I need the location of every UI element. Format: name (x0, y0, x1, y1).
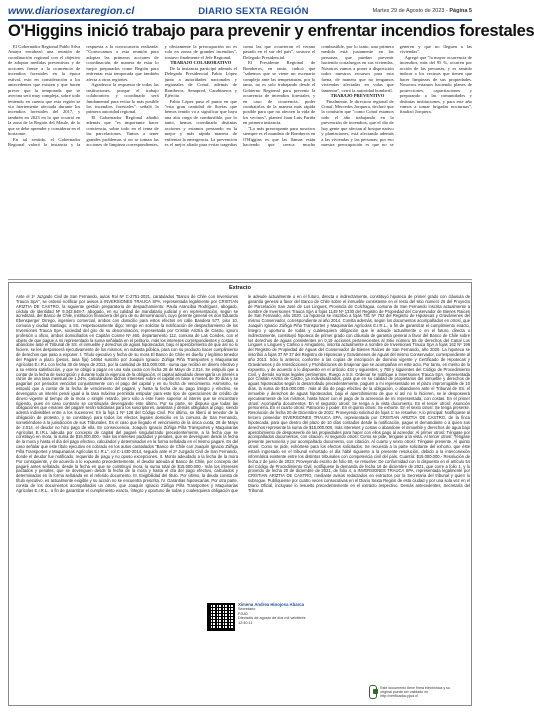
page-number: Página 5 (449, 8, 472, 14)
signature-block (207, 603, 327, 645)
article-paragraph: Finalmente, le directora regional de Conaf, Mercedes Jorquera, declaró que la comisión que "como Conaf estamos todo el año trabajando en la prevención de incendios, que el día de hoy gente que afectan al bosque nativo y plantaciones, está afectando además a las viviendas y las personas; por eso nuestra preocupación es que no se generen y que no lleguen a las viviendas". (321, 44, 472, 148)
article-body (8, 44, 472, 274)
article-paragraph: El Gobernador Regional añadió además que "es importante hacer conciencia, sobre todo en el tema de las parcelaciones. Vamos a tener grandes problemas si no se toman las acciones de limpieza correspondientes, y obviamente la preocupación no es solo en zonas de grandes incendios", sostuvo finalmente el Jefe Regional. (86, 44, 237, 148)
notice-body (16, 295, 470, 607)
notice-text: Conservador de Bienes Raíces de San Fernando, año 2020. La hipoteca se inscribió a fojas 781 Nº 752 del Registro de Hipotecas y Gravámenes del mismo Conservador, correspondiente al año 2014. Consta además, según los documentos acompañados en otrosí, que Joaquín Ignacio Zúñiga Piña Transportes y Maquinarias Agrícolas E.I.R.L., a fin de garantizar el cumplimiento exacto, íntegro y oportuno de todas y cualesquiera obligación que le adeude actualmente o en el futuro, directa o indirectamente, constituyó hipoteca de primer grado con cláusula de garantía general a favor del Banco de Chile sobre los derechos de aguas consistentes en 0,19 acciones pertenecientes al Sitio número 55 de derechos del Canal Los Lingues o Lingues y Carlino o Amigadero, inscrita actualmente a nombre de Inversiones Trauca SpA a fojas 162 Nº 196 del Registro de Propiedad de Aguas del Conservador de Bienes Raíces de San Fernando, año 2020. La hipoteca se inscribió a fojas 37 Nº 37 del Registro de Hipotecas y Gravámenes de Aguas del mismo Conservador, correspondiente al año 2013. Sólo lo anterior, conforme a las copias de inscripción de dominio vigente y Certificado de Hipotecas y Gravámenes y de Interdicciones y Prohibiciones de Enajenar que se acompañan en este acto. Por tanto, en mérito de lo expuesto, y de acuerdo a lo dispuesto en el artículo 434 y siguientes, y 758 y siguientes del Código de Procedimiento Civil, y demás normas legales pertinentes. Ruego a S.S. Ordenar se notifique a Inversiones Trauca SpA, representada por Cristián Ariztía de Castro, ya individualizados, para que en su calidad de propietarios del inmueble y derechos de aguas hipotecados según lo desarrollado precedentemente, paguen a mi representado en el plazo improrrogable de 10 días, la suma de $15.000.000.- más al día de pago efectivo de la obligación, o abandonen ante el Tribunal de SS. el inmueble y derechos de aguas hipotecados, bajo el apercibimiento de que si así no lo hicieren, se le desposeerá ejecutivamente de los mismos, hasta hacer con el pago de la acreencia de mi representada, con costas. En el primer otrosí: Acompaña documentos. En el segundo otrosí: Se tenga a la vista documento. En el tercer otrosí: Asunción personería. En el cuarto otrosí: Patrocinio y poder. En el quinto otrosí: Se exhorte. En el sexto otrosí: Se tenga presente. Resolución de fecha 20 de Diciembre de 2021: Proveyendo solicitud de fojas 1: se resuelve: A lo principal: Notifíquese al tercero poseedor INVERSIONES TRAUCA SPA, representada por CRISTIAN ARIZTIA DE CASTRO, de la finca hipotecada, para que dentro del plazo de 10 días contados desde la notificación, pague el demandante o a quien sus derechos represente la suma de $15.000.000, más intereses y costas o abandone el inmueble y derechos de agua bajo apercibimiento de desposeerle de las propiedades para hacer con ellos pago al acreedor. Al primer otrosí: Téngase por acompañados documentos, con citación. Al segundo otrosí: Como se pide, téngase a la vista. Al tercer otrosí: Téngase presente personería y por acompañado documento, con citación. Al cuarto y sexto otrosí: Téngase presente. Al quinto otrosí: Como se pide, exhórtese para los efectos solicitados. Se recuerda a la parte solicitante del exhorto, que éste estará ingresado en el tribunal exhortado el día hábil siguiente a la presente resolución, debido a la interconexión informática existente entre los distintos tribunales con competencia civil del país. Cuantía: $15.000.000.- Resolución de fecha 2 de junio de 2023: Proveyendo escrito de folio 60, se resuelve: De conformidad con lo dispuesto en el artículo 54 del Código de Procedimiento Civil, notifíquese la demanda de fecha 16 de diciembre de 2021, que corre a folio 1, y lo proveído de fecha 20 de diciembre de 2021, de folio 4, a INVERSIONES TRAUCA SPA, representada legalmente por CRISTIAN ARIZTIA DE CASTRO, mediante avisos redactados en extractos por la Secretaria del tribunal y quien lo subrogue. Publíquense por cuatro veces consecutivas en el Diario Sexta Región de esta ciudad y por una sola vez en el Diario Oficial, incluyase lo resuelto precedentemente en el extracto respectivo. Demás antecedentes, Secretaría del Tribunal. (248, 308, 470, 493)
headline: O'Higgins inició trabajo para prevenir y enfrentar incendios forestales (8, 22, 534, 40)
notice-title: Extracto (228, 285, 251, 291)
article-paragraph: Fabio López puso el punto en que "esta gran cantidad de lluvias que hemos tenido va a significar que haya una alta carga de combustible, por lo tanto, hemos coordinado distintas acciones y estamos pensando en la mejor y más rápida manera de enfrentar la emergencia. La prevención es el mejor aliado para evitar tragedias como las que ocurrieron el verano pasado en el sur del país", sostuvo el Delegado Presidencial. (164, 44, 316, 148)
seal-text: Este documento tiene firma electrónica y su original puede ser validado en http://verificadoc.pjud.cl (380, 685, 450, 699)
article-paragraph: Agradezco la respuesta de todas las instituciones, porque el trabajo colaborativo y coordinado será fundamental para evitar lo más posible los incendios forestales", señaló la primera autoridad regional. (86, 82, 159, 115)
issue-date: Martes 29 de Agosto de 2023 - (372, 8, 450, 14)
article-subheading: TRABAJO COLABORATIVO (170, 60, 232, 66)
date-line (373, 8, 472, 14)
article-subheading: TRABAJO PREVENTIVO (330, 93, 385, 99)
signer-extra: PJUD (238, 611, 248, 616)
header-rule (8, 19, 472, 21)
article-paragraph: El Presidente Regional de Bomberos, en tanto, indicó que "sabemos que se viene un escenario complejo ante las temperaturas, por lo tanto, no es solo trabajando desde el Gobierno Regional para prevenir la ocurrencia de incendios forestales, y en caso de ocurrencia, poder combatirlos de la manera más rápida posible para que no afecten la vida de los vecinos", planteó Juan Luis Fariña en primera instancia. (242, 60, 316, 126)
notice-text: Ante el 1º Juzgado Civil de San Fernando, autos Rol Nº C-2751-2021, caratulados "Banco de Chile con Inversiones Trauca SpA", se ordenó notificar por avisos a INVERSIONES TRAUCA SPA, representada legalmente por CRISTIAN ARIZTIA DE CASTRO, la siguiente gestión preparatoria de despachamiento: Paula Arancibia Rodríguez, abogado, cédula de identidad Nº 9.342.648-7, abogado, en su calidad de mandatario judicial y en representación, según se acreditará, del Banco de Chile, institución financiera del giro de su denominación, cuyo gerente general es don Eduardo Ebensperger Orrego, ingeniero comercial, ambos con domicilio para estos efectos en calle Bandera 577, piso 10, comuna y ciudad Santiago, a SS. respetuosamente digo: Vengo en solicitar la notificación de despachamiento de los Inversiones Trauca SpA, sociedad del giro de su denominación, representada por Cristián Ariztía de Castro, ignoro profesión u oficio, ambos domiciliados en Capitán Cosme Nº 460, departamento 112, comuna de Las Condes, con el objeto de que pague a mi representado la suma señalada en el petitorio, más los intereses correspondientes y costas, o abandone ante el Tribunal de SS. el inmueble y derechos de aguas hipotecados, bajo el apercibimiento de que así no lo hiciere, se les desposeerá ejecutivamente de los mismos, en subasta pública, para con su producto hacer cumplimiento de derechos que paso a exponer. I. Título ejecutivo y fecha de su mora El Banco de Chile es dueño y legítimo tenedor del Pagaré a plazo (pesos, tasa fija) 14664 suscrito por Joaquín Ignacio Zúñiga Piña Transportes y Maquinarias Agrícolas E.I.R.L con fecha 30 de Mayo de 2013, por la cantidad de $15.000.000.- suma que recibió en dinero efectivo y a su entera satisfacción, y que se obligó a pagar en una sola cuota con fecha 28 de Mayo de 2.014. Se estipuló que a contar de la fecha de suscripción y durante toda la vigencia de la obligación, el capital adeudado devengaría un interés a razón de una tasa mensual de 1,24%, calculándose dichos intereses sobre el capital en base a meses de 30 días y se pagarían por periodos vencidos conjuntamente con el pago del capital y en su fecha de vencimiento. Asimismo, se estipuló que a contar de la fecha de vencimiento del pagaré, y hasta la fecha de su pago íntegro y efectivo, se devengaría un interés penal igual a la tasa máxima permitida estipular para este tipo de operaciones de crédito de dinero vigente al tiempo de la mora o simple retardo, pero sólo a éste fuere superior al interés que se encontrare rigiendo, pues en caso contrario se continuaría devengando este último. Por su parte, se dispuso que todas las obligaciones que emanen del pagaré serán solidarias para los suscriptores, avalistas y demás obligados al pago, siendo ademá indivisibles entre a los sucesores. En la foja 1 Nº 128 del Código Civil. Por último, se liberó al tenedor de la obligación de protesto, y se constituyó para todos los efectos legales domicilio en la comuna de San Fernando, sometiéndose a la jurisdicción de sus Tribunales. Es el caso que llegado el vencimiento de la única cuota, 28 de Mayo de 2.014, el deudor no hizo pago de ella. En consecuencia, Joaquín Ignacio Zúñiga Piña Transportes y Maquinarias Agrícolas E.I.R.L adeuda por concepto de capital del pagaré singularizado precedentemente, a la fecha que se constituyó en mora, la suma de $15.000.000.- más los intereses pactados y penales, que se devenguen desde la fecha de la mora y hasta el día del pago efectivo, calculados y determinados en la forma señalada en el mismo pagaré. Es del caso señalar que este título ejecutivo es cobrado en los autos caratulados "Banco de Chile con Joaquín Ignacio Zúñiga Piña Transportes y Maquinarias Agrícolas E.I.R.L", rol C-1430-2014, seguido ante el 2º Juzgado Civil de San Fernando, donde el deudor fue notificado, requerido de pago y no opuso excepciones. II. Monto adeudado a la fecha de la mora Por consiguiente, y de acuerdo a lo expuesto precedentemente, el deudor adeuda al Banco de Chile, por concepto del pagaré antes señalado, desde la fecha en que se constituyó mora, la suma total de $15.000.000.- más los intereses pactados y penales, que se devenguen desde la fecha de la mora y hasta el día del pago efectivo, calculados y determinados en la forma señalada en el referido documento. III. Exigibilidad del título. Por último, la deuda consta de título ejecutivo, es actualmente exigible y su acción no se encuentra prescrita. IV. Garantías hipotecarias. Por otra parte, consta de los documentos acompañados un otrosí, que Joaquín Ignacio Zúñiga Piña Transportes y Maquinarias Agrícolas E.I.R.L., a fin de garantizar el cumplimiento exacto, íntegro y oportuno de todas y cualesquiera obligación que le adeude actualmente o en el futuro, directa o indirectamente, constituyó hipoteca de primer grado con cláusula de garantía general a favor del Banco de Chile sobre el inmueble consistente en el resto del sitio número 25 del Proyecto de Parcelación San José de Los Lingues, Provincia de Colchagua, comuna de San Fernando inscrita actualmente a nombre de Inversiones Trauca SpA a fojas 1149 Nº 1330 del Registro de Propiedad del (16, 294, 470, 493)
signer-name: Ximena Andrea Hinojosa Abarca (238, 602, 305, 607)
site-url[interactable]: www.diariosextaregion.cl (8, 5, 135, 17)
electronic-seal (369, 683, 462, 701)
section-title: DIARIO SEXTA REGIÓN (198, 5, 309, 17)
article-paragraph: Agregó que "la mayor ocurrencia de incendios, más del 95 %, ocurren por acción de las personas, y es sentido indicar a los vecinos que tienen que hacer limpiezas de sus propiedades. Nosotros estamos haciendo planes de protecciones, capacitaciones y preparando a las comunidades y distintas instituciones, y para este año vamos a tomar brigadas nocturnas", finalizó Jorquera. (399, 54, 472, 115)
signature-time: 12:40:11 (238, 620, 253, 625)
article-paragraph: "Lo más preocupante para nosotros siempre es el mandato de Bomberos en O'Higgins es que las llamas están haciendo que crezca mucho combustible, por lo tanto, una primera medida está justamente en las personas, que puedan prevenir haciendo cortafuegos en sus viviendas. Nosotros vamos a poner a disposición todos nuestros recursos para esta faena, de manera que no tengamos viviendas afectadas en vidas que lamentar", cerró la autoridad bomberil. (242, 44, 394, 148)
article-paragraph: De la instancia participó además el Delegado Presidencial Fabio López junto a autoridades nacionales y regionales de Conaf, además de Bomberos, Senapred, Carabineros y Ejército. (164, 65, 237, 99)
legal-notice-box (8, 282, 472, 706)
article-paragraph: El Gobernador Regional Pablo Silva Amaya encabezó una reunión de coordinación regional con el objetivo de adoptar medidas preventivas y de acciones frente a la ocurrencia de incendios forestales en la época estival, esto en consideración a los antecedentes que existen y que hacen prever que la temporada que se avecina será muy compleja, sobre todo teniendo en cuenta que esta región se vio fuertemente afectada durante los incendios forestales del 2017, y también en 2023 en lo que ocurrió en la zona de la Región del Maule, de lo que se debe aprender y considerar en el horizonte. (8, 44, 81, 137)
page-header (8, 4, 472, 18)
section-divider (8, 279, 472, 280)
article-paragraph: En tal sentido, el Gobernador Regional valoró la instancia y la respuesta a la convocatoria realizada. "Convocamos a esta reunión para adoptar las primeras acciones de coordinación, de manera de estar lo mejor preparados como Región para enfrentar esta temporada que también afecta a otras regiones. (8, 44, 159, 148)
verification-seal-icon (369, 685, 377, 699)
signature-date: Dieciséis de agosto de dos mil veintitrés (238, 616, 306, 621)
qr-code-icon (207, 603, 235, 631)
signer-role: Secretario (238, 607, 256, 612)
